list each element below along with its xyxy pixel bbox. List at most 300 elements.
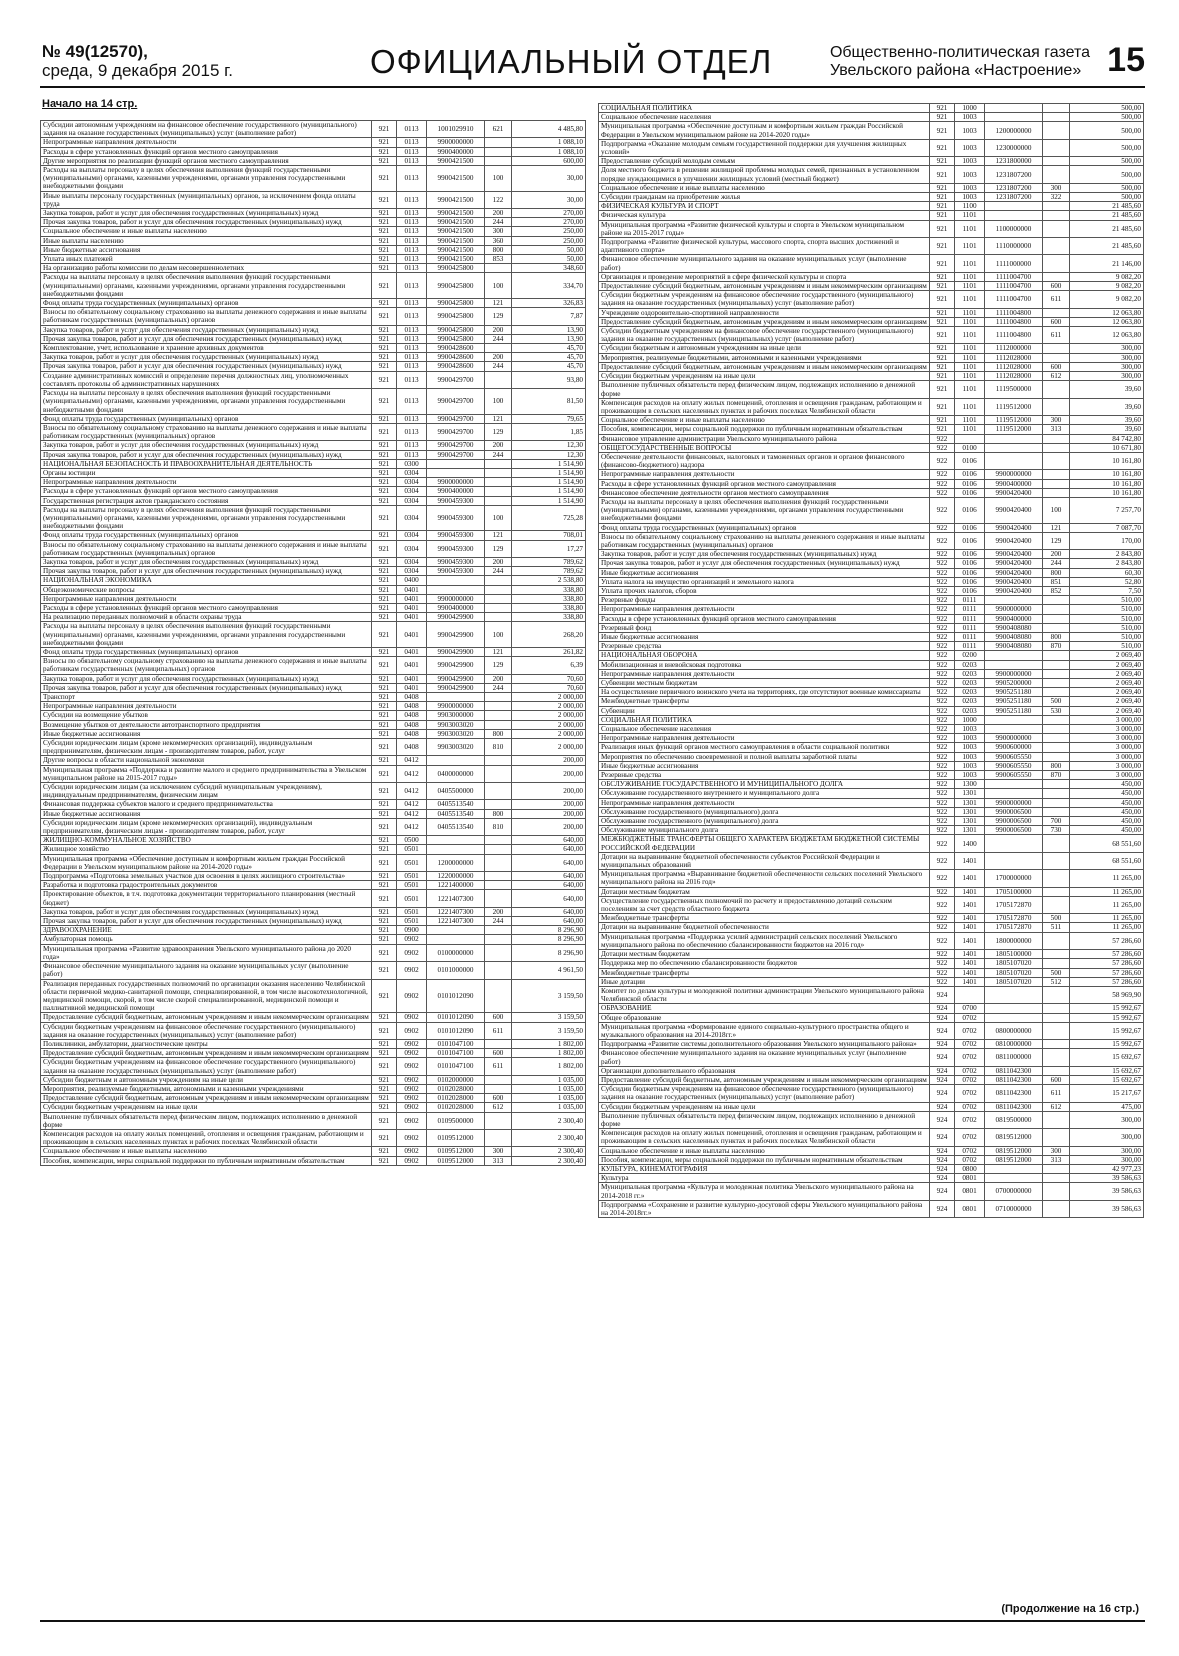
cell-section: 0902 (397, 1112, 427, 1129)
cell-ministry: 921 (372, 1084, 397, 1093)
cell-name: Прочая закупка товаров, работ и услуг для обеспечения государственных (муниципальных) нужд (41, 917, 372, 926)
cell-section: 0111 (955, 642, 985, 651)
cell-amount: 640,00 (512, 917, 586, 926)
cell-name: Комплектование, учет, использование и хранение архивных документов (41, 344, 372, 353)
cell-section: 0113 (397, 236, 427, 245)
cell-amount: 270,00 (512, 209, 586, 218)
cell-amount: 7 087,70 (1070, 523, 1144, 532)
cell-name: Реализация переданных государственных полномочий по организации оказания населению Челябинской области первичной медико-санитарной помощи, специализированной, в том числе высокотехнологичной, медицинской помощи, скорой, в том числе скорой специализированной, медицинской помощи и паллиативной медицинской помощи (41, 979, 372, 1013)
cell-expense-type: 360 (485, 236, 512, 245)
cell-target: 9900420400 (985, 577, 1043, 586)
cell-name: Расходы на выплаты персоналу в целях обеспечения выполнения функций государственными (муниципальными) органами, казенными учреждениями, органами управления государственными внебюджетными фондами (41, 273, 372, 299)
table-row (41, 414, 586, 423)
cell-ministry: 922 (930, 950, 955, 959)
cell-expense-type (1043, 211, 1070, 220)
cell-section: 0902 (397, 1103, 427, 1112)
cell-ministry: 922 (930, 977, 955, 986)
table-row (599, 1066, 1144, 1075)
cell-expense-type (485, 979, 512, 1013)
cell-ministry: 924 (930, 1085, 955, 1102)
cell-section: 0902 (397, 979, 427, 1013)
cell-ministry: 921 (372, 166, 397, 192)
cell-amount: 338,80 (512, 594, 586, 603)
cell-name: Пособия, компенсации, меры социальной поддержки по публичным нормативным обязательствам (599, 1155, 930, 1164)
cell-ministry: 922 (930, 715, 955, 724)
cell-section: 0900 (397, 926, 427, 935)
cell-expense-type (1043, 381, 1070, 398)
cell-expense-type (1043, 715, 1070, 724)
cell-expense-type: 200 (485, 907, 512, 916)
cell-name: Субсидии бюджетным учреждениям на иные цели (599, 1102, 930, 1111)
cell-section: 0106 (955, 497, 985, 523)
cell-name: Субсидии юридическим лицам (за исключением субсидий муниципальным учреждениям), индивидуальным предпринимателям, физическим лицам (41, 783, 372, 800)
cell-section: 0113 (397, 308, 427, 325)
cell-name: Иные бюджетные ассигнования (599, 568, 930, 577)
cell-name: Субсидии бюджетным учреждениям на иные цели (41, 1103, 372, 1112)
cell-name: Обслуживание муниципального долга (599, 826, 930, 835)
cell-expense-type (1043, 479, 1070, 488)
cell-target: 9900429900 (427, 647, 485, 656)
cell-amount: 200,00 (512, 818, 586, 835)
cell-section: 0702 (955, 1075, 985, 1084)
table-row (41, 227, 586, 236)
cell-name: Пособия, компенсации, меры социальной поддержки по публичным нормативным обязательствам (599, 425, 930, 434)
cell-amount: 45,70 (512, 353, 586, 362)
cell-section: 0304 (397, 557, 427, 566)
cell-name: Взносы по обязательному социальному страхованию на выплаты денежного содержания и иные выплаты работникам государственных (муниципальных) органов (599, 532, 930, 549)
cell-expense-type: 611 (1043, 291, 1070, 308)
table-row (599, 193, 1144, 202)
table-row (599, 559, 1144, 568)
department-title: ОФИЦИАЛЬНЫЙ ОТДЕЛ (370, 43, 773, 80)
cell-target: 9900425800 (427, 308, 485, 325)
cell-section: 0113 (397, 414, 427, 423)
cell-target (985, 660, 1043, 669)
cell-target: 0710000000 (985, 1200, 1043, 1217)
cell-section: 0106 (955, 523, 985, 532)
cell-expense-type (485, 344, 512, 353)
cell-expense-type (1043, 104, 1070, 113)
cell-amount: 450,00 (1070, 826, 1144, 835)
cell-expense-type (485, 836, 512, 845)
cell-target: 0109500000 (427, 1112, 485, 1129)
table-row (599, 1040, 1144, 1049)
table-row (599, 1004, 1144, 1013)
cell-name: Учреждение оздоровительно-спортивной направленности (599, 308, 930, 317)
cell-ministry: 922 (930, 743, 955, 752)
cell-target (985, 443, 1043, 452)
cell-section: 0106 (955, 479, 985, 488)
cell-amount: 326,83 (512, 299, 586, 308)
cell-section: 0401 (397, 603, 427, 612)
cell-target: 9903003020 (427, 729, 485, 738)
cell-expense-type: 200 (485, 557, 512, 566)
cell-expense-type (1043, 950, 1070, 959)
cell-expense-type (485, 264, 512, 273)
cell-name: Субсидии бюджетным учреждениям на финансовое обеспечение государственного (муниципального) задания на оказание государственных (муниципальных) услуг (выполнение работ) (599, 291, 930, 308)
cell-section: 0501 (397, 917, 427, 926)
cell-name: Субсидии бюджетным и автономным учреждениям на иные цели (599, 344, 930, 353)
cell-name: Субсидии бюджетным учреждениям на финансовое обеспечение государственного (муниципального) задания на оказание государственных (муниципальных) услуг (выполнение работ) (41, 1058, 372, 1075)
cell-amount: 57 286,60 (1070, 968, 1144, 977)
cell-expense-type (1043, 1200, 1070, 1217)
cell-name: Жилищное хозяйство (41, 845, 372, 854)
cell-expense-type (1043, 470, 1070, 479)
cell-section: 0203 (955, 679, 985, 688)
cell-expense-type: 810 (485, 739, 512, 756)
cell-target: 9900428600 (427, 353, 485, 362)
cell-amount: 2 000,00 (512, 711, 586, 720)
table-row (599, 139, 1144, 156)
cell-expense-type (485, 487, 512, 496)
table-row (599, 870, 1144, 887)
cell-section: 0113 (397, 362, 427, 371)
cell-ministry: 921 (372, 1013, 397, 1022)
cell-expense-type (485, 147, 512, 156)
cell-name: Предоставление субсидий бюджетным, автономным учреждениям и иным некоммерческим организациям (41, 1049, 372, 1058)
cell-amount: 11 265,00 (1070, 887, 1144, 896)
cell-section: 0401 (397, 594, 427, 603)
table-row (41, 1058, 586, 1075)
table-row (41, 872, 586, 881)
cell-expense-type (485, 1039, 512, 1048)
cell-expense-type (485, 496, 512, 505)
cell-amount: 12 063,80 (1070, 317, 1144, 326)
cell-section: 0113 (397, 138, 427, 147)
cell-expense-type (1043, 887, 1070, 896)
cell-name: Межбюджетные трансферты (599, 968, 930, 977)
cell-name: Комитет по делам культуры и молодежной политики администрации Увельского муниципального района Челябинской области (599, 986, 930, 1003)
cell-target: 1112028000 (985, 353, 1043, 362)
table-row (41, 156, 586, 165)
cell-name: Непрограммные направления деятельности (599, 734, 930, 743)
cell-amount: 21 485,60 (1070, 211, 1144, 220)
cell-amount: 300,00 (1070, 1146, 1144, 1155)
cell-amount: 50,00 (512, 255, 586, 264)
table-row (599, 344, 1144, 353)
cell-expense-type (1043, 660, 1070, 669)
cell-name: Непрограммные направления деятельности (599, 798, 930, 807)
cell-target (985, 852, 1043, 869)
cell-ministry: 924 (930, 1164, 955, 1173)
cell-section: 1401 (955, 896, 985, 913)
cell-amount: 15 692,67 (1070, 1066, 1144, 1075)
cell-target: 1001029910 (427, 121, 485, 138)
cell-section: 0408 (397, 711, 427, 720)
cell-section: 1101 (955, 344, 985, 353)
cell-expense-type (485, 845, 512, 854)
cell-name: Поликлиники, амбулатории, диагностические центры (41, 1039, 372, 1048)
cell-amount: 7,50 (1070, 586, 1144, 595)
table-row (599, 798, 1144, 807)
cell-expense-type: 200 (485, 209, 512, 218)
cell-amount: 200,00 (512, 756, 586, 765)
cell-amount: 9 082,20 (1070, 272, 1144, 281)
cell-amount: 39 586,63 (1070, 1200, 1144, 1217)
cell-section: 0412 (397, 809, 427, 818)
cell-target: 9900420400 (985, 568, 1043, 577)
cell-ministry: 924 (930, 1200, 955, 1217)
cell-name: Закупка товаров, работ и услуг для обеспечения государственных (муниципальных) нужд (41, 441, 372, 450)
cell-target: 1119512000 (985, 425, 1043, 434)
cell-ministry: 924 (930, 1174, 955, 1183)
cell-amount: 1 802,00 (512, 1039, 586, 1048)
cell-expense-type (485, 854, 512, 871)
cell-ministry: 921 (372, 890, 397, 907)
cell-section: 0902 (397, 1022, 427, 1039)
table-row (41, 1039, 586, 1048)
cell-target: 1100000000 (985, 220, 1043, 237)
cell-target: 1231807200 (985, 166, 1043, 183)
cell-expense-type (1043, 798, 1070, 807)
cell-section: 1301 (955, 826, 985, 835)
cell-section: 0501 (397, 890, 427, 907)
cell-ministry: 921 (372, 423, 397, 440)
table-row (41, 218, 586, 227)
cell-ministry: 921 (930, 425, 955, 434)
cell-target: 0101047100 (427, 1039, 485, 1048)
table-row (41, 613, 586, 622)
cell-name: Муниципальная программа «Формирование единого социально-культурного пространства общего и музыкального образования на 2014-2018гг.» (599, 1022, 930, 1039)
cell-target: 1231800000 (985, 157, 1043, 166)
cell-section: 1000 (955, 715, 985, 724)
cell-section: 0304 (397, 478, 427, 487)
cell-name: Муниципальная программа «Развитие здравоохранения Увельского муниципального района до 2020 года» (41, 944, 372, 961)
cell-section: 0902 (397, 935, 427, 944)
cell-amount: 68 551,60 (1070, 835, 1144, 852)
cell-section: 0800 (955, 1164, 985, 1173)
cell-ministry: 921 (372, 450, 397, 459)
cell-section: 0304 (397, 496, 427, 505)
cell-expense-type (485, 156, 512, 165)
cell-ministry: 921 (930, 113, 955, 122)
cell-ministry: 921 (372, 236, 397, 245)
cell-section: 0113 (397, 441, 427, 450)
cell-expense-type (1043, 452, 1070, 469)
cell-amount: 10 161,80 (1070, 479, 1144, 488)
table-row (41, 505, 586, 531)
cell-amount: 21 146,00 (1070, 255, 1144, 272)
cell-target: 9900459300 (427, 505, 485, 531)
cell-ministry: 921 (930, 344, 955, 353)
cell-section: 0113 (397, 255, 427, 264)
cell-ministry: 921 (372, 881, 397, 890)
table-row (41, 468, 586, 477)
cell-name: Расходы в сфере установленных функций органов местного самоуправления (41, 487, 372, 496)
table-row (41, 166, 586, 192)
cell-ministry: 921 (372, 540, 397, 557)
cell-amount: 39,60 (1070, 425, 1144, 434)
cell-name: Муниципальная программа «Поддержка усилий администраций сельских поселений Увельского муниципального района по обеспечению сбалансированности бюджетов на 2016 год» (599, 932, 930, 949)
cell-target: 9900429900 (427, 613, 485, 622)
cell-section: 1003 (955, 139, 985, 156)
cell-expense-type (1043, 1174, 1070, 1183)
cell-ministry: 924 (930, 1004, 955, 1013)
cell-name: Финансовое управление администрации Увельского муниципального района (599, 434, 930, 443)
cell-target (985, 452, 1043, 469)
cell-amount: 3 000,00 (1070, 752, 1144, 761)
cell-expense-type (1043, 220, 1070, 237)
cell-ministry: 921 (372, 693, 397, 702)
cell-amount: 1 802,00 (512, 1049, 586, 1058)
cell-expense-type (1043, 852, 1070, 869)
cell-name: МЕЖБЮДЖЕТНЫЕ ТРАНСФЕРТЫ ОБЩЕГО ХАРАКТЕРА БЮДЖЕТАМ БЮДЖЕТНОЙ СИСТЕМЫ РОССИЙСКОЙ ФЕДЕРАЦИИ (599, 835, 930, 852)
cell-expense-type: 512 (1043, 977, 1070, 986)
cell-name: На реализацию переданных полномочий в области охраны труда (41, 613, 372, 622)
cell-amount: 1 514,90 (512, 459, 586, 468)
cell-amount: 300,00 (1070, 1129, 1144, 1146)
cell-target: 9900400000 (427, 487, 485, 496)
cell-ministry: 922 (930, 852, 955, 869)
table-row (599, 817, 1144, 826)
table-row (41, 711, 586, 720)
cell-name: Субсидии бюджетным учреждениям на финансовое обеспечение государственного (муниципального) задания на оказание государственных (муниципальных) услуг (выполнение работ) (599, 327, 930, 344)
cell-amount: 1 514,90 (512, 487, 586, 496)
cell-expense-type: 700 (1043, 817, 1070, 826)
cell-ministry: 922 (930, 532, 955, 549)
cell-expense-type: 853 (485, 255, 512, 264)
cell-ministry: 921 (372, 121, 397, 138)
cell-amount: 12,30 (512, 450, 586, 459)
cell-amount: 2 000,00 (512, 739, 586, 756)
cell-name: Социальное обеспечение и иные выплаты населению (41, 1147, 372, 1156)
cell-target: 0405513540 (427, 809, 485, 818)
cell-target: 9900459300 (427, 557, 485, 566)
cell-expense-type (485, 944, 512, 961)
cell-name: ЖИЛИЩНО-КОММУНАЛЬНОЕ ХОЗЯЙСТВО (41, 836, 372, 845)
cell-name: Прочая закупка товаров, работ и услуг для обеспечения государственных (муниципальных) нужд (41, 683, 372, 692)
cell-section: 1401 (955, 852, 985, 869)
cell-ministry: 924 (930, 1129, 955, 1146)
table-row (41, 540, 586, 557)
cell-target: 9900420400 (985, 488, 1043, 497)
cell-expense-type: 100 (485, 505, 512, 531)
cell-ministry: 921 (930, 272, 955, 281)
table-row (599, 550, 1144, 559)
cell-amount: 15 992,67 (1070, 1022, 1144, 1039)
cell-name: Муниципальная программа «Развитие физической культуры и спорта в Увельском муниципальном районе на 2015-2017 годы» (599, 220, 930, 237)
cell-ministry: 922 (930, 523, 955, 532)
cell-amount: 450,00 (1070, 780, 1144, 789)
cell-section (955, 434, 985, 443)
cell-expense-type (1043, 896, 1070, 913)
cell-name: Расходы в сфере установленных функций органов местного самоуправления (599, 479, 930, 488)
cell-section: 0113 (397, 147, 427, 156)
table-row (41, 944, 586, 961)
cell-expense-type: 600 (1043, 317, 1070, 326)
cell-ministry: 921 (372, 156, 397, 165)
cell-name: Иные бюджетные ассигнования (41, 809, 372, 818)
cell-section: 1401 (955, 914, 985, 923)
cell-name: Предоставление субсидий бюджетным, автономным учреждениям и иным некоммерческим организациям (599, 317, 930, 326)
cell-section: 0902 (397, 944, 427, 961)
cell-ministry: 921 (372, 962, 397, 979)
cell-target: 9900000000 (427, 594, 485, 603)
table-row (599, 734, 1144, 743)
cell-target: 9900000000 (427, 702, 485, 711)
cell-name: Финансовая поддержка субъектов малого и среднего предпринимательства (41, 800, 372, 809)
cell-ministry: 924 (930, 1049, 955, 1066)
cell-name: Субвенции (599, 706, 930, 715)
cell-target: 9900421500 (427, 191, 485, 208)
cell-name: Фонд оплаты труда государственных (муниципальных) органов (41, 414, 372, 423)
cell-name: Прочая закупка товаров, работ и услуг для обеспечения государственных (муниципальных) нужд (41, 362, 372, 371)
cell-name: Межбюджетные трансферты (599, 697, 930, 706)
cell-amount: 2 069,40 (1070, 660, 1144, 669)
cell-expense-type: 730 (1043, 826, 1070, 835)
cell-target (985, 434, 1043, 443)
cell-expense-type (485, 962, 512, 979)
cell-expense-type (1043, 1066, 1070, 1075)
table-row (599, 568, 1144, 577)
cell-ministry: 922 (930, 968, 955, 977)
cell-expense-type: 121 (485, 531, 512, 540)
cell-expense-type (1043, 959, 1070, 968)
cell-expense-type: 600 (485, 1094, 512, 1103)
cell-ministry: 922 (930, 623, 955, 632)
cell-name: НАЦИОНАЛЬНАЯ БЕЗОПАСНОСТЬ И ПРАВООХРАНИТЕЛЬНАЯ ДЕЯТЕЛЬНОСТЬ (41, 459, 372, 468)
cell-ministry: 922 (930, 452, 955, 469)
cell-amount: 4 485,80 (512, 121, 586, 138)
cell-name: Государственная регистрация актов гражданского состояния (41, 496, 372, 505)
cell-expense-type: 511 (1043, 923, 1070, 932)
cell-name: Прочая закупка товаров, работ и услуг для обеспечения государственных (муниципальных) нужд (41, 334, 372, 343)
cell-amount: 1 514,90 (512, 478, 586, 487)
cell-target (985, 596, 1043, 605)
table-row (599, 104, 1144, 113)
table-row (599, 282, 1144, 291)
cell-name: Обслуживание государственного (муниципального) долга (599, 817, 930, 826)
cell-amount: 789,62 (512, 557, 586, 566)
cell-expense-type (1043, 870, 1070, 887)
table-row (599, 497, 1144, 523)
cell-section: 0408 (397, 693, 427, 702)
cell-expense-type: 244 (485, 362, 512, 371)
table-row (599, 968, 1144, 977)
cell-section: 0111 (955, 596, 985, 605)
cell-ministry: 922 (930, 688, 955, 697)
cell-name: Расходы на выплаты персоналу в целях обеспечения выполнения функций государственными (муниципальными) органами, казенными учреждениями, органами управления государственными внебюджетными фондами (41, 505, 372, 531)
table-row (599, 789, 1144, 798)
table-row (599, 1111, 1144, 1128)
cell-section: 1101 (955, 398, 985, 415)
cell-target: 9900429700 (427, 389, 485, 415)
table-row (599, 614, 1144, 623)
cell-expense-type: 500 (1043, 697, 1070, 706)
cell-name: Подпрограмма «Сохранение и развитие культурно-досуговой сферы Увельского муниципального района на 2014-2018гг.» (599, 1200, 930, 1217)
table-row (41, 1147, 586, 1156)
cell-ministry: 921 (372, 344, 397, 353)
cell-name: Закупка товаров, работ и услуг для обеспечения государственных (муниципальных) нужд (41, 907, 372, 916)
table-row (41, 881, 586, 890)
cell-name: Общеэкономические вопросы (41, 585, 372, 594)
cell-ministry: 922 (930, 559, 955, 568)
cell-expense-type (485, 576, 512, 585)
cell-amount: 475,00 (1070, 1102, 1144, 1111)
cell-amount: 3 000,00 (1070, 743, 1144, 752)
cell-amount: 10 161,80 (1070, 452, 1144, 469)
cell-expense-type (1043, 688, 1070, 697)
cell-section: 0113 (397, 227, 427, 236)
cell-target: 0102028000 (427, 1094, 485, 1103)
cell-target: 0101047100 (427, 1049, 485, 1058)
cell-ministry: 922 (930, 632, 955, 641)
cell-amount: 2 069,40 (1070, 669, 1144, 678)
cell-name: Культура (599, 1174, 930, 1183)
cell-amount: 42 977,23 (1070, 1164, 1144, 1173)
table-row (41, 783, 586, 800)
cell-expense-type (485, 459, 512, 468)
